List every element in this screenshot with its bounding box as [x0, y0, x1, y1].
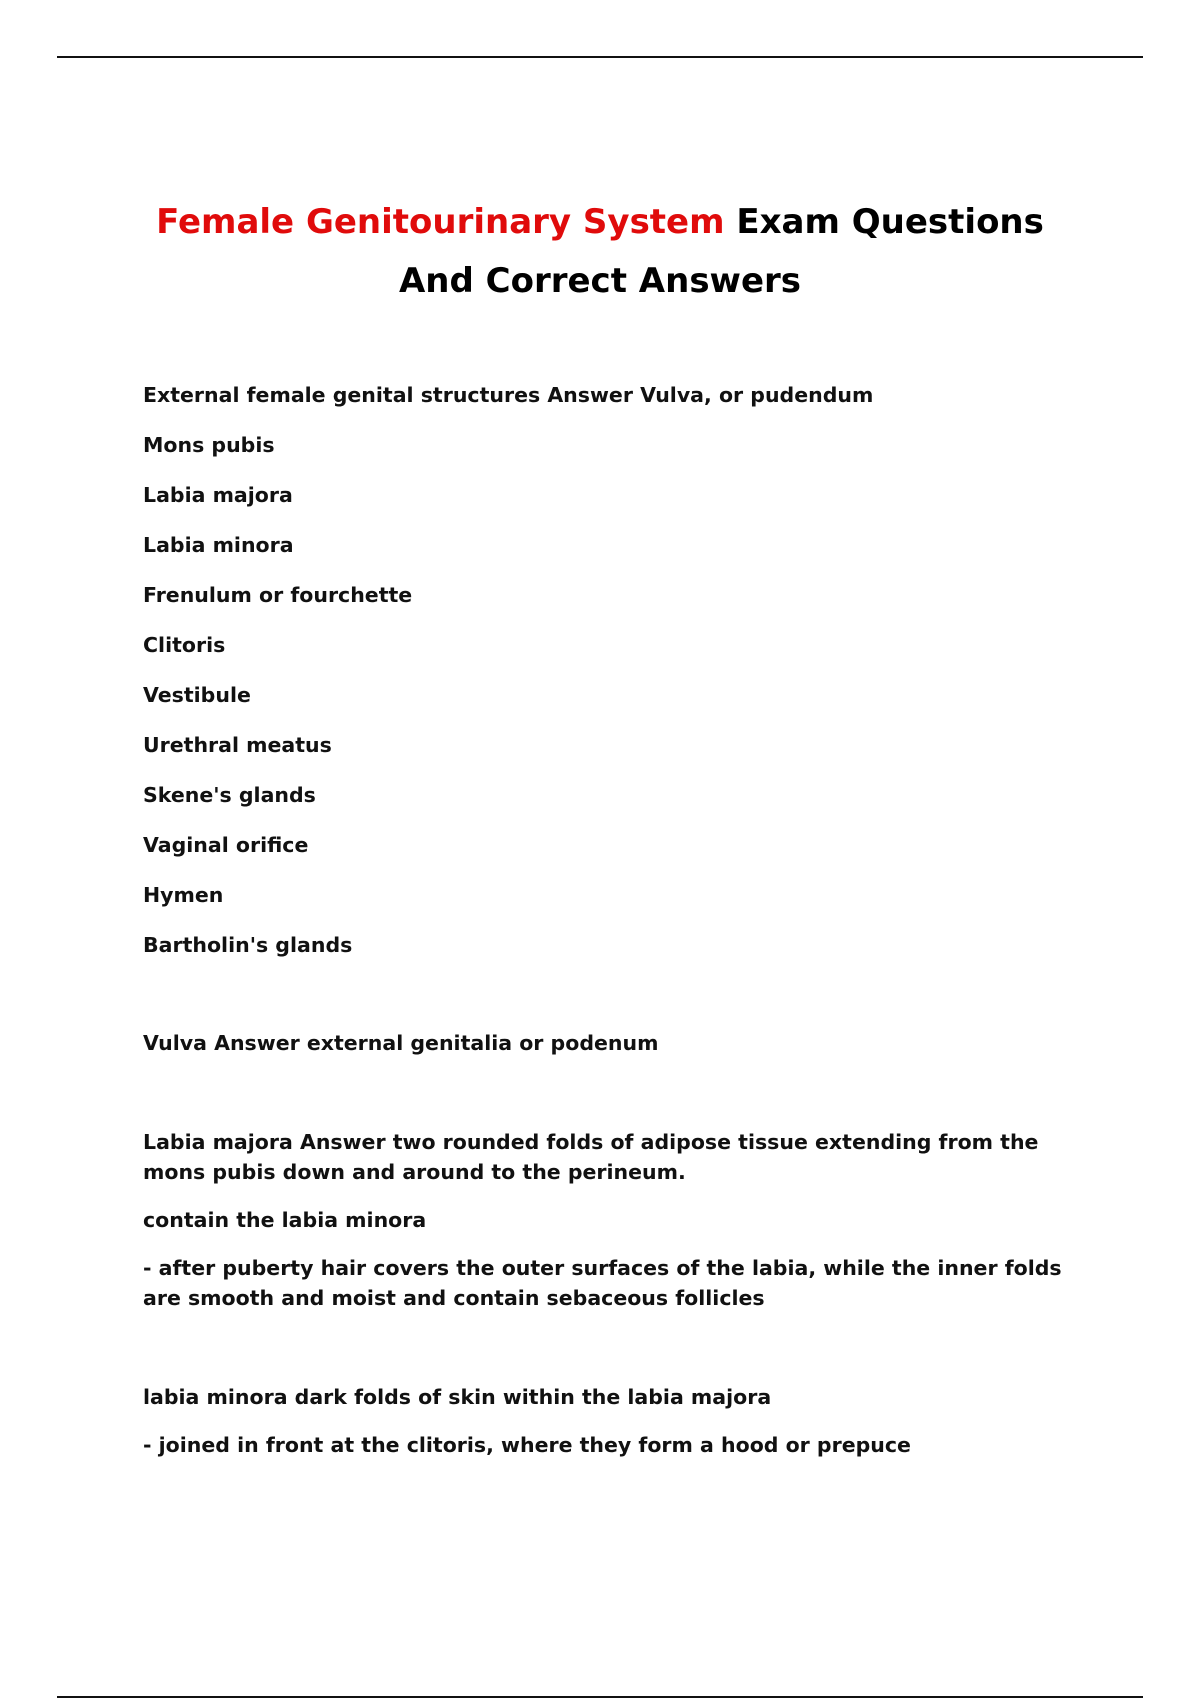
qa-detail: - after puberty hair covers the outer surfaces of the labia, while the inner folds are smooth and moist and contain sebaceous follicles — [143, 1256, 1062, 1310]
list-item: Bartholin's glands — [143, 933, 353, 957]
qa-detail: contain the labia minora — [143, 1208, 427, 1232]
qa-detail: - joined in front at the clitoris, where they form a hood or prepuce — [143, 1433, 911, 1457]
top-rule — [57, 56, 1143, 58]
list-item: Urethral meatus — [143, 733, 332, 757]
list-item: Vaginal orifice — [143, 833, 309, 857]
list-item: Labia minora — [143, 533, 294, 557]
page-title — [100, 193, 1100, 311]
list-item: Clitoris — [143, 633, 226, 657]
list-item: Hymen — [143, 883, 224, 907]
title-rest-line1: Exam Questions — [736, 202, 1044, 242]
bottom-rule — [57, 1696, 1143, 1698]
qa-entry: External female genital structures Answer Vulva, or pudendum — [143, 383, 874, 407]
title-accent: Female Genitourinary System — [156, 202, 725, 242]
qa-content — [143, 380, 1073, 1460]
list-item: Mons pubis — [143, 433, 275, 457]
list-item: Skene's glands — [143, 783, 316, 807]
qa-entry: Labia majora Answer two rounded folds of adipose tissue extending from the mons pubis down and around to the perineum. — [143, 1130, 1039, 1184]
list-item: Labia majora — [143, 483, 293, 507]
title-rest-line2: And Correct Answers — [398, 261, 802, 301]
list-item: Frenulum or fourchette — [143, 583, 413, 607]
qa-entry: labia minora dark folds of skin within the labia majora — [143, 1385, 772, 1409]
qa-entry: Vulva Answer external genitalia or podenum — [143, 1031, 659, 1055]
list-item: Vestibule — [143, 683, 251, 707]
